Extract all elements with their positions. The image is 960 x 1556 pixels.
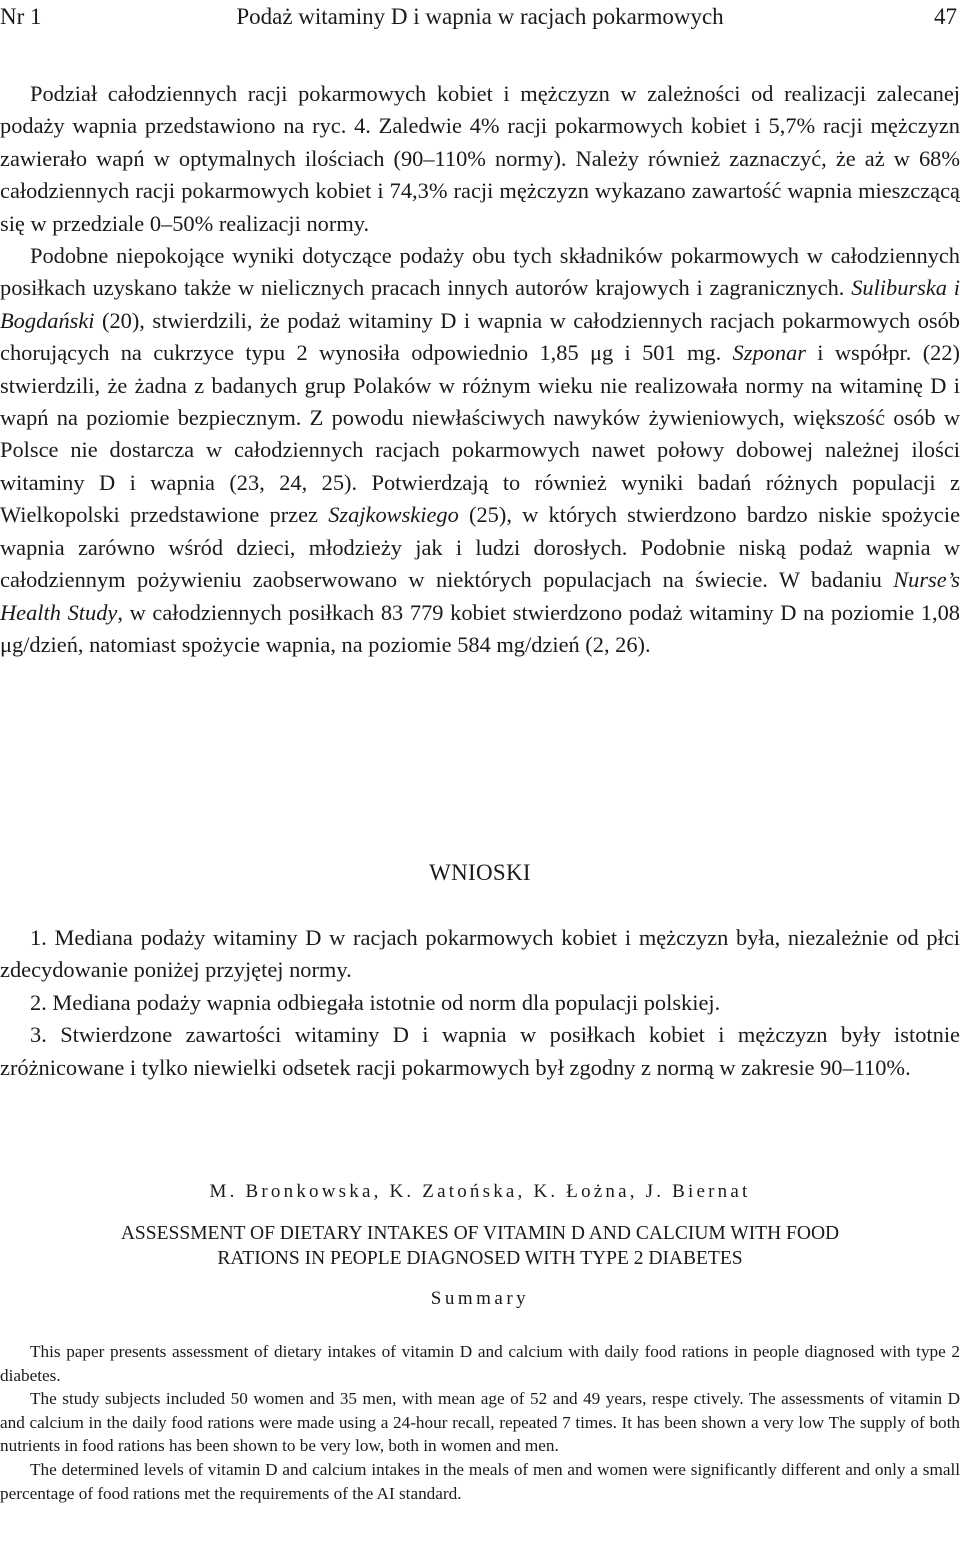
running-title: Podaż witaminy D i wapnia w racjach pokarmowych: [236, 4, 724, 29]
text-run: (20), stwierdzili, że podaż witaminy D i wapnia w całodziennych racjach pokarmowych osób chorujących na cukrzyce typu 2 wynosiła odpowiednio 1,85 μg i 501 mg.: [0, 307, 960, 366]
paragraph-1: Podział całodziennych racji pokarmowych kobiet i mężczyzn w zależności od realizacji zalecanej podaży wapnia przedstawiono na ryc. 4. Zaledwie 4% racji pokarmowych kobiet i 5,7% racji mężczyzn zawierało wapń w optymalnych ilościach (90–110% normy). Należy również zaznaczyć, że aż w 68% całodziennych racji pokarmowych kobiet i 74,3% racji mężczyzn wykazano zawartość wapnia mieszczącą się w przedziale 0–50% realizacji normy.: [0, 81, 960, 236]
text-run: i współpr. (22) stwierdzili, że żadna z badanych grup Polaków w różnym wieku nie realizowała normy na witaminę D i wapń na poziomie bezpiecznym. Z powodu niewłaściwych nawyków żywieniowych, większość osób w Polsce nie dostarcza w całodziennych racjach pokarmowych nawet połowy dobowej należnej ilości witaminy D i wapnia (23, 24, 25). Potwierdzają to również wyniki badań różnych populacji z Wielkopolski przedstawione przez: [0, 340, 960, 528]
authors-line: M. Bronkowska, K. Zatońska, K. Łożna, J. Biernat: [209, 1181, 751, 1202]
running-header: [0, 4, 960, 30]
page-number: 47: [934, 4, 957, 29]
summary-paragraph: The study subjects included 50 women and 35 men, with mean age of 52 and 49 years, respe ctively. The assessments of vitamin D and calcium in the daily food rations were made using a 24-hour recall, repeated 7 times. It has been shown a very low The supply of both nutrients in food rations has been shown to be very low, both in women and men.: [0, 1389, 960, 1456]
text-run: , w całodziennych posiłkach 83 779 kobiet stwierdzono podaż witaminy D na poziomie 1,08 μg/dzień, natomiast spożycie wapnia, na poziomie 584 mg/dzień (2, 26).: [0, 599, 960, 657]
text-run: (25), w których stwierdzono bardzo niskie spożycie wapnia zarówno wśród dzieci, młodzieży jak i ludzi dorosłych. Podobnie niską podaż wapnia w całodziennym pożywieniu zaobserwowano w niektórych populacjach na świecie. W badaniu: [0, 502, 960, 593]
summary-paragraph: The determined levels of vitamin D and calcium intakes in the meals of men and women were significantly different and only a small percentage of food rations met the requirements of the AI standard.: [0, 1459, 960, 1503]
paragraph-2: [0, 240, 960, 661]
summary-text: [0, 1340, 960, 1505]
english-title-line: RATIONS IN PEOPLE DIAGNOSED WITH TYPE 2 DIABETES: [217, 1248, 743, 1269]
english-title: [0, 1221, 960, 1271]
body-text: [0, 78, 960, 661]
conclusion-item: 1. Mediana podaży witaminy D w racjach pokarmowych kobiet i mężczyzn była, niezależnie od płci zdecydowanie poniżej przyjętej normy.: [0, 925, 960, 983]
study-name: Nurse’s Health Study: [0, 567, 960, 625]
conclusions-heading: WNIOSKI: [429, 860, 531, 885]
issue-number: Nr 1: [0, 4, 42, 29]
summary-heading: Summary: [430, 1288, 530, 1309]
cited-authors: Szajkowskiego: [328, 502, 459, 528]
conclusion-item: 3. Stwierdzone zawartości witaminy D i wapnia w posiłkach kobiet i mężczyzn były istotnie zróżnicowane i tylko niewielki odsetek racji pokarmowych był zgodny z normą w zakresie 90–110%.: [0, 1022, 960, 1080]
summary-paragraph: This paper presents assessment of dietary intakes of vitamin D and calcium with daily food rations in people diagnosed with type 2 diabetes.: [0, 1342, 960, 1385]
english-title-line: ASSESSMENT OF DIETARY INTAKES OF VITAMIN D AND CALCIUM WITH FOOD: [120, 1223, 840, 1244]
text-run: Podobne niepokojące wyniki dotyczące podaży obu tych składników pokarmowych w całodziennych posiłkach uzyskano także w nielicznych pracach innych autorów krajowych i zagranicznych.: [0, 243, 960, 301]
conclusion-item: 2. Mediana podaży wapnia odbiegała istotnie od norm dla populacji polskiej.: [30, 989, 721, 1015]
conclusions-list: [0, 922, 960, 1084]
cited-authors: Szponar: [732, 340, 806, 366]
cited-authors: Suliburska i Bogdański: [0, 275, 960, 333]
